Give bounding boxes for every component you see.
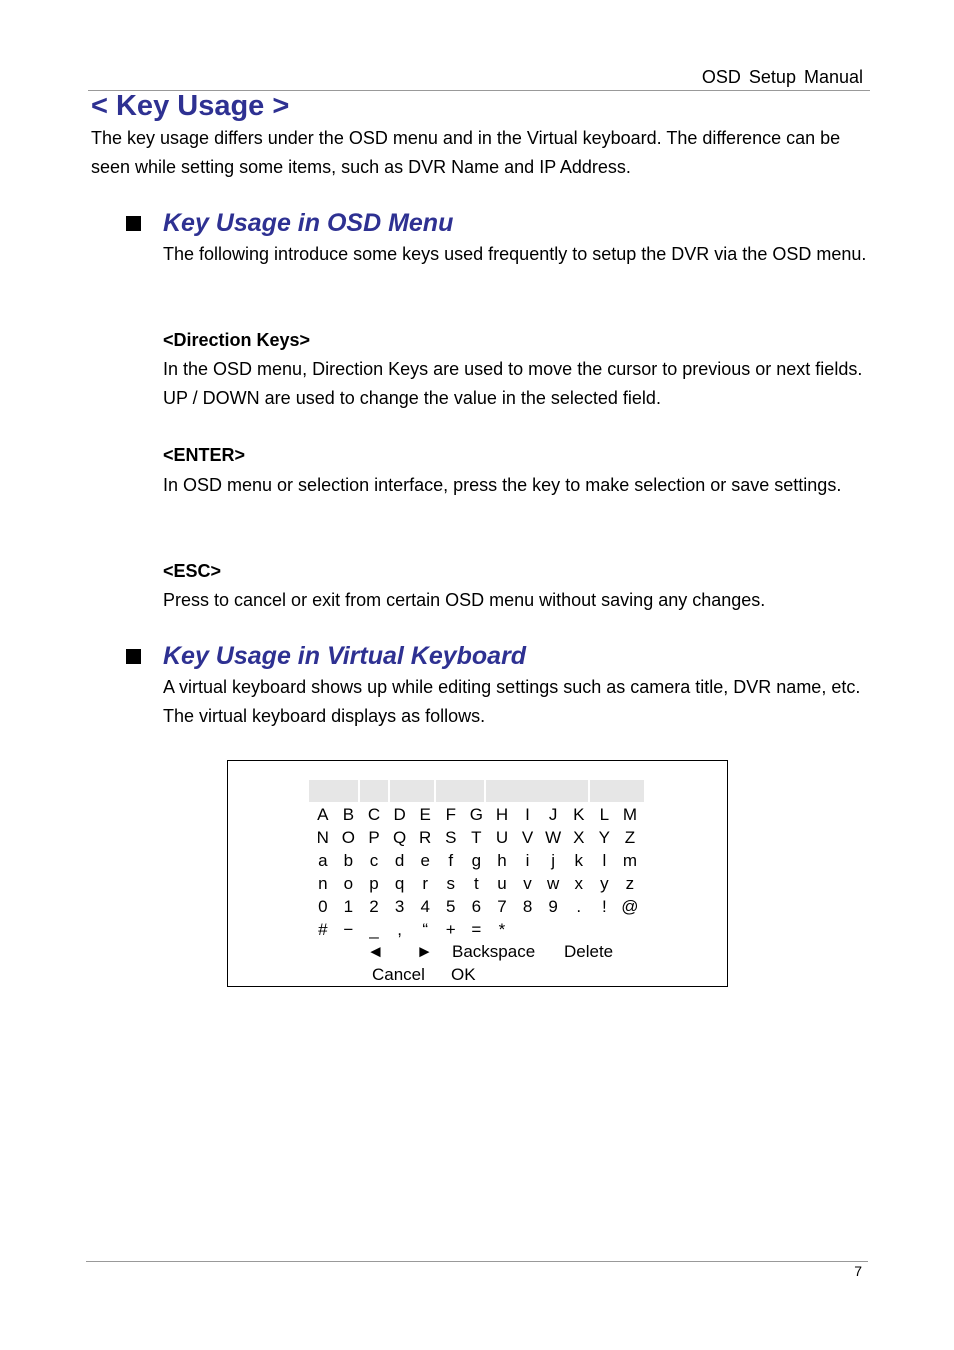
keyboard-cancel-key[interactable]: Cancel [372, 965, 425, 984]
keyboard-ok-key[interactable]: OK [451, 965, 476, 984]
esc-key-title: <ESC> [163, 561, 222, 581]
keyboard-key[interactable]: b [343, 851, 354, 870]
keyboard-key[interactable]: d [394, 851, 405, 870]
keyboard-key[interactable]: − [343, 920, 354, 939]
keyboard-key[interactable]: = [471, 920, 482, 939]
direction-keys-title: <Direction Keys> [163, 330, 311, 350]
keyboard-key[interactable]: v [523, 874, 532, 893]
intro-paragraph: The key usage differs under the OSD menu and in the Virtual keyboard. The difference can be seen while setting some items, such as DVR Name and IP Address. [91, 128, 841, 177]
keyboard-key[interactable]: Z [624, 828, 636, 847]
keyboard-key[interactable]: u [497, 874, 507, 893]
keyboard-key[interactable]: V [521, 828, 534, 847]
keyboard-key[interactable]: 6 [471, 897, 482, 916]
page-number: 7 [854, 1263, 862, 1279]
keyboard-key[interactable]: @ [621, 897, 639, 916]
keyboard-key[interactable]: J [548, 805, 558, 824]
keyboard-key[interactable]: c [369, 851, 379, 870]
enter-key-description: In OSD menu or selection interface, press the key to make selection or save settings. [163, 475, 842, 495]
keyboard-delete-key[interactable]: Delete [564, 942, 614, 961]
keyboard-key[interactable]: y [600, 874, 609, 893]
direction-keys-description: In the OSD menu, Direction Keys are used to move the cursor to previous or next fields. UP / DOWN are used to change the value in the selected field. [163, 359, 863, 408]
keyboard-key[interactable]: w [547, 874, 560, 893]
keyboard-key[interactable]: a [318, 851, 328, 870]
keyboard-key[interactable]: Q [392, 828, 407, 847]
page-heading: < Key Usage > [91, 90, 290, 122]
keyboard-key[interactable]: * [498, 920, 506, 939]
keyboard-key[interactable]: , [397, 920, 402, 939]
keyboard-row [310, 826, 643, 849]
keyboard-key[interactable]: G [469, 805, 483, 824]
vk-section-title: Key Usage in Virtual Keyboard [163, 642, 527, 670]
keyboard-backspace-key[interactable]: Backspace [452, 942, 536, 961]
keyboard-key[interactable]: 3 [394, 897, 405, 916]
keyboard-key[interactable]: D [393, 805, 406, 824]
enter-key-title: <ENTER> [163, 445, 246, 465]
osd-section-title: Key Usage in OSD Menu [163, 209, 454, 237]
keyboard-key[interactable]: F [445, 805, 456, 824]
keyboard-right-arrow-icon[interactable]: ► [416, 942, 433, 961]
keyboard-key[interactable]: L [599, 805, 610, 824]
keyboard-key[interactable]: S [445, 828, 457, 847]
keyboard-key[interactable]: C [367, 805, 381, 824]
keyboard-key[interactable]: l [602, 851, 607, 870]
osd-intro-paragraph: The following introduce some keys used frequently to setup the DVR via the OSD menu. [163, 244, 867, 264]
keyboard-key[interactable]: Y [598, 828, 610, 847]
keyboard-key[interactable]: + [445, 920, 456, 939]
keyboard-key[interactable]: R [419, 828, 432, 847]
footer-rule [86, 1261, 868, 1262]
keyboard-key[interactable]: 2 [369, 897, 379, 916]
keyboard-left-arrow-icon[interactable]: ◄ [367, 942, 384, 961]
keyboard-key [592, 918, 618, 941]
keyboard-key[interactable]: t [473, 874, 479, 893]
keyboard-key[interactable]: f [448, 851, 454, 870]
keyboard-key [515, 918, 541, 941]
keyboard-row [310, 872, 643, 895]
keyboard-key[interactable]: 9 [548, 897, 558, 916]
keyboard-key[interactable]: “ [422, 920, 428, 939]
keyboard-key[interactable]: M [622, 805, 637, 824]
keyboard-row [310, 918, 643, 941]
keyboard-key [617, 918, 643, 941]
vk-section-heading [126, 642, 526, 671]
keyboard-key[interactable]: 0 [318, 897, 328, 916]
keyboard-key[interactable]: p [369, 874, 379, 893]
keyboard-row [310, 803, 643, 826]
keyboard-key[interactable]: O [341, 828, 355, 847]
keyboard-input-bar [309, 780, 644, 802]
keyboard-key[interactable]: T [471, 828, 482, 847]
keyboard-key[interactable]: k [574, 851, 583, 870]
running-header: OSD Setup Manual [701, 67, 863, 87]
keyboard-key[interactable]: s [446, 874, 456, 893]
keyboard-key[interactable]: h [497, 851, 507, 870]
keyboard-key[interactable]: B [342, 805, 355, 824]
keyboard-key[interactable]: H [495, 805, 509, 824]
vk-intro-paragraph: A virtual keyboard shows up while editing settings such as camera title, DVR name, etc. The virtual keyboard displays as follows. [163, 677, 861, 726]
keyboard-key[interactable]: I [525, 805, 530, 824]
keyboard-key[interactable]: i [525, 851, 530, 870]
keyboard-key[interactable]: x [574, 874, 583, 893]
keyboard-row [310, 849, 643, 872]
keyboard-key[interactable]: 8 [522, 897, 533, 916]
keyboard-key[interactable]: _ [369, 920, 379, 939]
keyboard-key[interactable]: e [420, 851, 430, 870]
keyboard-key[interactable]: A [317, 805, 329, 824]
esc-key-description: Press to cancel or exit from certain OSD menu without saving any changes. [163, 590, 766, 610]
keyboard-key [566, 918, 592, 941]
keyboard-key[interactable]: P [368, 828, 380, 847]
keyboard-key[interactable]: ! [601, 897, 607, 916]
keyboard-key[interactable]: o [343, 874, 354, 893]
keyboard-row [310, 895, 643, 918]
keyboard-key[interactable]: 4 [420, 897, 430, 916]
keyboard-key[interactable]: X [573, 828, 585, 847]
keyboard-key[interactable]: K [573, 805, 585, 824]
keyboard-key[interactable]: g [471, 851, 482, 870]
keyboard-key[interactable]: . [576, 897, 582, 916]
keyboard-key[interactable]: m [622, 851, 637, 870]
keyboard-key[interactable]: # [318, 920, 328, 939]
keyboard-key[interactable]: r [422, 874, 428, 893]
keyboard-key[interactable]: 5 [446, 897, 456, 916]
keyboard-key[interactable]: E [419, 805, 431, 824]
keyboard-key[interactable]: z [625, 874, 635, 893]
square-bullet-icon [126, 216, 141, 231]
keyboard-key[interactable]: 1 [343, 897, 354, 916]
osd-section-heading [126, 209, 453, 238]
square-bullet-icon [126, 649, 141, 664]
keyboard-key [540, 918, 566, 941]
keyboard-key[interactable]: j [551, 851, 556, 870]
keyboard-key[interactable]: W [545, 828, 562, 847]
keyboard-key[interactable]: 7 [497, 897, 507, 916]
keyboard-key[interactable]: n [318, 874, 328, 893]
keyboard-key[interactable]: N [316, 828, 329, 847]
keyboard-key[interactable]: q [394, 874, 405, 893]
keyboard-key-grid [310, 803, 643, 941]
keyboard-key[interactable]: U [495, 828, 509, 847]
